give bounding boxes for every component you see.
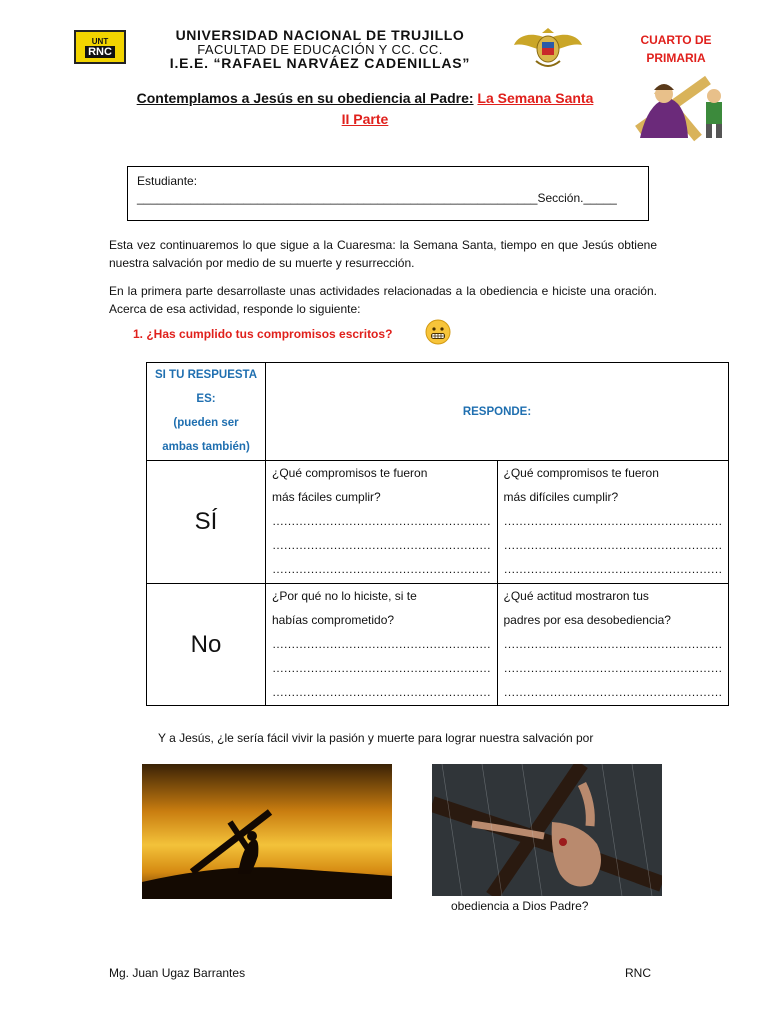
- table-header-left: [147, 363, 266, 461]
- no-q1-line-1: ¿Por qué no lo hiciste, si te: [272, 589, 417, 603]
- answer-line[interactable]: …………………………………………………: [503, 538, 722, 552]
- student-label: Estudiante:: [137, 174, 198, 188]
- student-name-line[interactable]: ____________________________________________________________: [137, 191, 538, 205]
- grade-line-2: PRIMARIA: [646, 51, 706, 65]
- answer-line[interactable]: …………………………………………………: [503, 562, 722, 576]
- response-table: [146, 362, 729, 706]
- header-left-line-1: SI TU RESPUESTA: [154, 369, 258, 381]
- grimacing-face-icon: [425, 319, 451, 345]
- title-part: II Parte: [341, 111, 389, 127]
- yes-q2-line-1: ¿Qué compromisos te fueron: [503, 466, 659, 480]
- answer-line[interactable]: …………………………………………………: [272, 685, 491, 699]
- footer-code: RNC: [625, 966, 651, 980]
- no-why-cell: [266, 584, 498, 706]
- no-q2-line-1: ¿Qué actitud mostraron tus: [503, 589, 649, 603]
- logo-bottom-text: RNC: [85, 46, 115, 58]
- answer-line[interactable]: …………………………………………………: [272, 562, 491, 576]
- footer-author: Mg. Juan Ugaz Barrantes: [109, 966, 246, 980]
- logo-top-text: UNT: [91, 36, 109, 46]
- section-field[interactable]: Sección._____: [537, 191, 617, 205]
- crucifixion-rain-photo: [432, 764, 662, 896]
- title-highlight: La Semana Santa: [477, 90, 594, 106]
- header-left-line-4: ambas también): [162, 441, 250, 453]
- yes-easy-cell: [266, 461, 498, 584]
- grade-label: [626, 31, 726, 67]
- answer-line[interactable]: …………………………………………………: [503, 514, 722, 528]
- answer-line[interactable]: …………………………………………………: [503, 661, 722, 675]
- coat-of-arms-icon: [512, 27, 584, 71]
- header-left-line-3: (pueden ser: [173, 417, 239, 429]
- faculty-name: FACULTAD DE EDUCACIÓN Y CC. CC.: [197, 42, 443, 57]
- answer-line[interactable]: …………………………………………………: [272, 661, 491, 675]
- intro-paragraph: Esta vez continuaremos lo que sigue a la Cuaresma: la Semana Santa, tiempo en que Jesús obtiene nuestra salvación por medio de su muerte y resurrección.: [109, 238, 657, 270]
- header-left-line-2: ES:: [196, 393, 216, 405]
- closing-question-part1: Y a Jesús, ¿le sería fácil vivir la pasión y muerte para lograr nuestra salvación por: [158, 731, 594, 745]
- activity-paragraph: En la primera parte desarrollaste unas actividades relacionadas a la obediencia e hiciste una oración. Acerca de esa actividad, responde lo siguiente:: [109, 284, 657, 316]
- yes-hard-cell: [497, 461, 729, 584]
- answer-line[interactable]: …………………………………………………: [503, 685, 722, 699]
- no-q1-line-2: habías comprometido?: [272, 613, 395, 627]
- student-info-box: [127, 166, 649, 221]
- answer-line[interactable]: …………………………………………………: [272, 637, 491, 651]
- no-q2-line-2: padres por esa desobediencia?: [503, 613, 671, 627]
- question-1: 1. ¿Has cumplido tus compromisos escritos?: [133, 327, 393, 341]
- closing-question-part2: obediencia a Dios Padre?: [451, 899, 589, 913]
- school-name: I.E.E. “RAFAEL NARVÁEZ CADENILLAS”: [169, 55, 471, 71]
- answer-line[interactable]: …………………………………………………: [272, 538, 491, 552]
- answer-line[interactable]: …………………………………………………: [272, 514, 491, 528]
- yes-q1-line-2: más fáciles cumplir?: [272, 490, 381, 504]
- no-label: No: [147, 584, 266, 706]
- sunset-cross-photo: [142, 764, 392, 899]
- yes-q2-line-2: más difíciles cumplir?: [503, 490, 619, 504]
- jesus-carrying-cross-illustration: [628, 72, 730, 144]
- answer-line[interactable]: …………………………………………………: [503, 637, 722, 651]
- title-main: Contemplamos a Jesús en su obediencia al Padre:: [136, 90, 474, 106]
- page-title: [95, 88, 635, 130]
- university-name: UNIVERSIDAD NACIONAL DE TRUJILLO: [175, 27, 465, 43]
- grade-line-1: CUARTO DE: [640, 33, 712, 47]
- yes-q1-line-1: ¿Qué compromisos te fueron: [272, 466, 428, 480]
- table-header-right: RESPONDE:: [266, 363, 729, 461]
- unt-rnc-logo: [74, 30, 126, 64]
- yes-label: SÍ: [147, 461, 266, 584]
- no-parents-cell: [497, 584, 729, 706]
